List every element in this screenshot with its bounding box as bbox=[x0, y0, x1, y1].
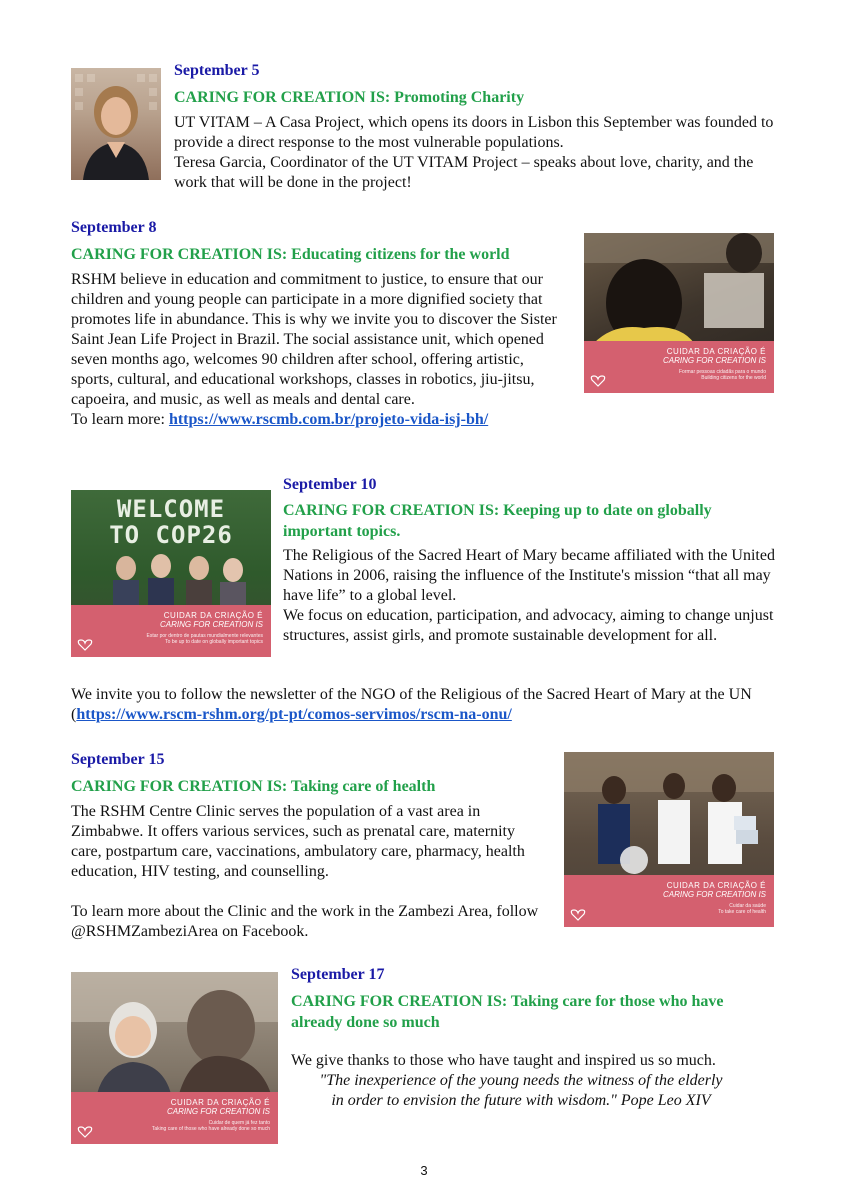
paragraph: The RSHM Centre Clinic serves the population of a vast area in Zimbabwe. It offers various services, such as prenatal care, maternity care, postpartum care, vaccinations, ambulatory care, pharmacy, health education, HIV testing, and counselling. bbox=[71, 803, 525, 880]
section-body bbox=[291, 1051, 771, 1071]
section-body bbox=[174, 113, 784, 193]
rscmb-project-link[interactable]: https://www.rscmb.com.br/projeto-vida-isj-bh/ bbox=[168, 411, 489, 428]
paragraph: RSHM believe in education and commitment to justice, to ensure that our children and young people can participate in a more dignified society that promotes life in abundance. This is why we invite you to discover the Sister Saint Jean Life Project in Brazil. The social assistance unit, which opened seven months ago, welcomes 90 children after school, offering artistic, sports, cultural, and educational workshops, classes in robotics, jiu-jitsu, capoeira, and music, as well as meals and dental care. bbox=[71, 271, 557, 408]
section-title: CARING FOR CREATION IS: Promoting Charity bbox=[174, 89, 525, 106]
paragraph: We focus on education, participation, and advocacy, aiming to change unjust structures, assist girls, and promote sustainable development for all. bbox=[283, 607, 774, 644]
page-number: 3 bbox=[420, 1163, 428, 1178]
ngo-newsletter-invite: We invite you to follow the newsletter of the NGO of the Religious of the Sacred Heart of Mary at the UN (https://www.rscm-rshm.org/pt-pt/comos-servimos/rscm-na-onu/ bbox=[71, 686, 752, 723]
image-banner: CUIDAR DA CRIAÇÃO É CARING FOR CREATION IS Cuidar de quem já fez tanto Taking care of those who have already done so much bbox=[71, 1092, 278, 1144]
learn-more-line: To learn more: https://www.rscmb.com.br/projeto-vida-isj-bh/ bbox=[71, 411, 489, 428]
section-date: September 10 bbox=[283, 476, 377, 493]
section-date: September 5 bbox=[174, 62, 260, 79]
ngo-newsletter-link[interactable]: https://www.rscm-rshm.org/pt-pt/comos-servimos/rscm-na-onu/ bbox=[76, 706, 512, 723]
section-date: September 17 bbox=[291, 966, 385, 983]
cop26-photo bbox=[71, 490, 271, 657]
section-body bbox=[283, 546, 775, 646]
paragraph: UT VITAM – A Casa Project, which opens its doors in Lisbon this September was founded to provide a direct response to the most vulnerable populations. bbox=[174, 114, 774, 151]
paragraph: Teresa Garcia, Coordinator of the UT VITAM Project – speaks about love, charity, and the work that will be done in the project! bbox=[174, 154, 754, 191]
paragraph: The Religious of the Sacred Heart of Mary became affiliated with the United Nations in 2006, raising the influence of the Institute's mission “that all may have life” to a global level. bbox=[283, 547, 775, 604]
elderly-care-photo bbox=[71, 972, 278, 1144]
image-banner: CUIDAR DA CRIAÇÃO É CARING FOR CREATION IS Formar pessoas cidadãs para o mundo Building citizens for the world bbox=[584, 341, 774, 393]
portrait-photo-teresa-garcia bbox=[71, 68, 161, 180]
section-title: CARING FOR CREATION IS: Taking care for those who have already done so much bbox=[291, 993, 724, 1031]
education-project-photo bbox=[584, 233, 774, 393]
section-title: CARING FOR CREATION IS: Educating citizens for the world bbox=[71, 246, 510, 263]
section-title: CARING FOR CREATION IS: Keeping up to date on globally important topics. bbox=[283, 502, 712, 540]
paragraph: We give thanks to those who have taught and inspired us so much. bbox=[291, 1052, 716, 1069]
pope-quote: "The inexperience of the young needs the witness of the elderly in order to envision the future with wisdom." Pope Leo XIV bbox=[319, 1072, 723, 1109]
section-date: September 15 bbox=[71, 751, 165, 768]
health-clinic-photo bbox=[564, 752, 774, 927]
welcome-cop26-sign: WELCOME TO COP26 bbox=[109, 495, 233, 549]
section-title: CARING FOR CREATION IS: Taking care of health bbox=[71, 778, 436, 795]
section-body bbox=[71, 802, 549, 942]
section-body bbox=[71, 270, 567, 430]
section-date: September 8 bbox=[71, 219, 157, 236]
image-banner: CUIDAR DA CRIAÇÃO É CARING FOR CREATION IS Cuidar da saúde To take care of health bbox=[564, 875, 774, 927]
image-banner: CUIDAR DA CRIAÇÃO É CARING FOR CREATION IS Estar por dentro de pautas mundialmente relevantes To be up to date on globally important topics bbox=[71, 605, 271, 657]
paragraph: To learn more about the Clinic and the work in the Zambezi Area, follow @RSHMZambeziArea on Facebook. bbox=[71, 903, 539, 940]
